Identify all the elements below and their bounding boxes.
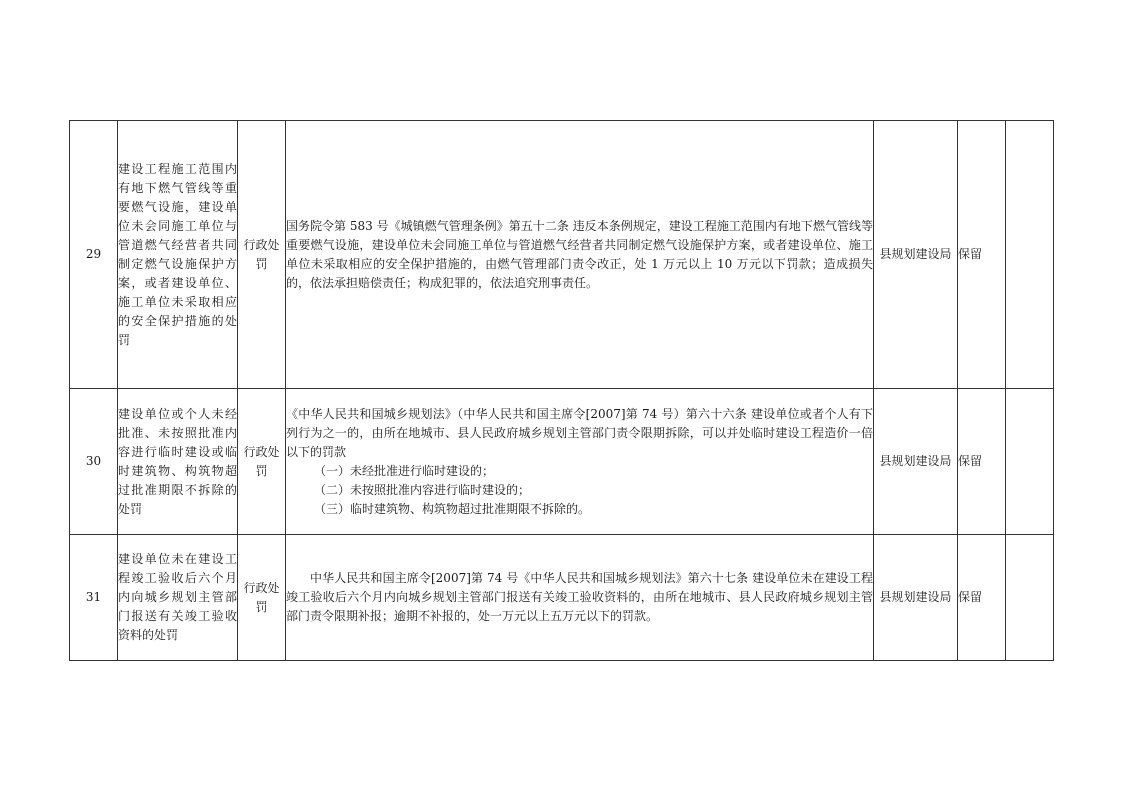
penalty-table bbox=[69, 120, 1054, 661]
department: 县规划建设局 bbox=[874, 535, 958, 661]
legal-basis-text: 中华人民共和国主席令[2007]第 74 号《中华人民共和国城乡规划法》第六十七条 建设单位未在建设工程竣工验收后六个月内向城乡规划主管部门报送有关竣工验收资料的，由所在地城市、县人民政府城乡规划主管部门责令限期补报；逾期不补报的，处一万元以上五万元以下的罚款。 bbox=[286, 571, 873, 623]
legal-basis-item: （三）临时建筑物、构筑物超过批准期限不拆除的。 bbox=[314, 501, 591, 516]
row-number: 29 bbox=[70, 121, 118, 389]
row-number: 30 bbox=[70, 389, 118, 535]
status: 保留 bbox=[958, 389, 1006, 535]
penalty-type: 行政处罚 bbox=[238, 121, 286, 389]
row-number: 31 bbox=[70, 535, 118, 661]
legal-basis bbox=[286, 389, 874, 535]
table-row bbox=[70, 121, 1054, 389]
penalty-type: 行政处罚 bbox=[238, 389, 286, 535]
extra-cell bbox=[1006, 535, 1054, 661]
department: 县规划建设局 bbox=[874, 121, 958, 389]
legal-basis-item: （二）未按照批准内容进行临时建设的； bbox=[314, 482, 531, 497]
legal-basis: 国务院令第 583 号《城镇燃气管理条例》第五十二条 违反本条例规定，建设工程施工范围内有地下燃气管线等重要燃气设施，建设单位未会同施工单位与管道燃气经营者共同制定燃气设施保护方案，或者建设单位、施工单位未采取相应的安全保护措施的，由燃气管理部门责令改正，处 1 万元以上 10 万元以下罚款；造成损失的，依法承担赔偿责任；构成犯罪的，依法追究刑事责任。 bbox=[286, 121, 874, 389]
status: 保留 bbox=[958, 121, 1006, 389]
item-name: 建设单位或个人未经批准、未按照批准内容进行临时建设或临时建筑物、构筑物超过批准期限不拆除的处罚 bbox=[118, 389, 238, 535]
status: 保留 bbox=[958, 535, 1006, 661]
legal-basis-item: （一）未经批准进行临时建设的； bbox=[314, 463, 495, 478]
table-row bbox=[70, 535, 1054, 661]
legal-basis bbox=[286, 535, 874, 661]
department: 县规划建设局 bbox=[874, 389, 958, 535]
table-row bbox=[70, 389, 1054, 535]
extra-cell bbox=[1006, 121, 1054, 389]
penalty-type: 行政处罚 bbox=[238, 535, 286, 661]
item-name: 建设单位未在建设工程竣工验收后六个月内向城乡规划主管部门报送有关竣工验收资料的处罚 bbox=[118, 535, 238, 661]
item-name: 建设工程施工范围内有地下燃气管线等重要燃气设施，建设单位未会同施工单位与管道燃气经营者共同制定燃气设施保护方案，或者建设单位、施工单位未采取相应的安全保护措施的处罚 bbox=[118, 121, 238, 389]
legal-basis-main: 《中华人民共和国城乡规划法》（中华人民共和国主席令[2007]第 74 号）第六十六条 建设单位或者个人有下列行为之一的，由所在地城市、县人民政府城乡规划主管部门责令限期拆除，可以并处临时建设工程造价一倍以下的罚款 bbox=[286, 406, 873, 459]
extra-cell bbox=[1006, 389, 1054, 535]
